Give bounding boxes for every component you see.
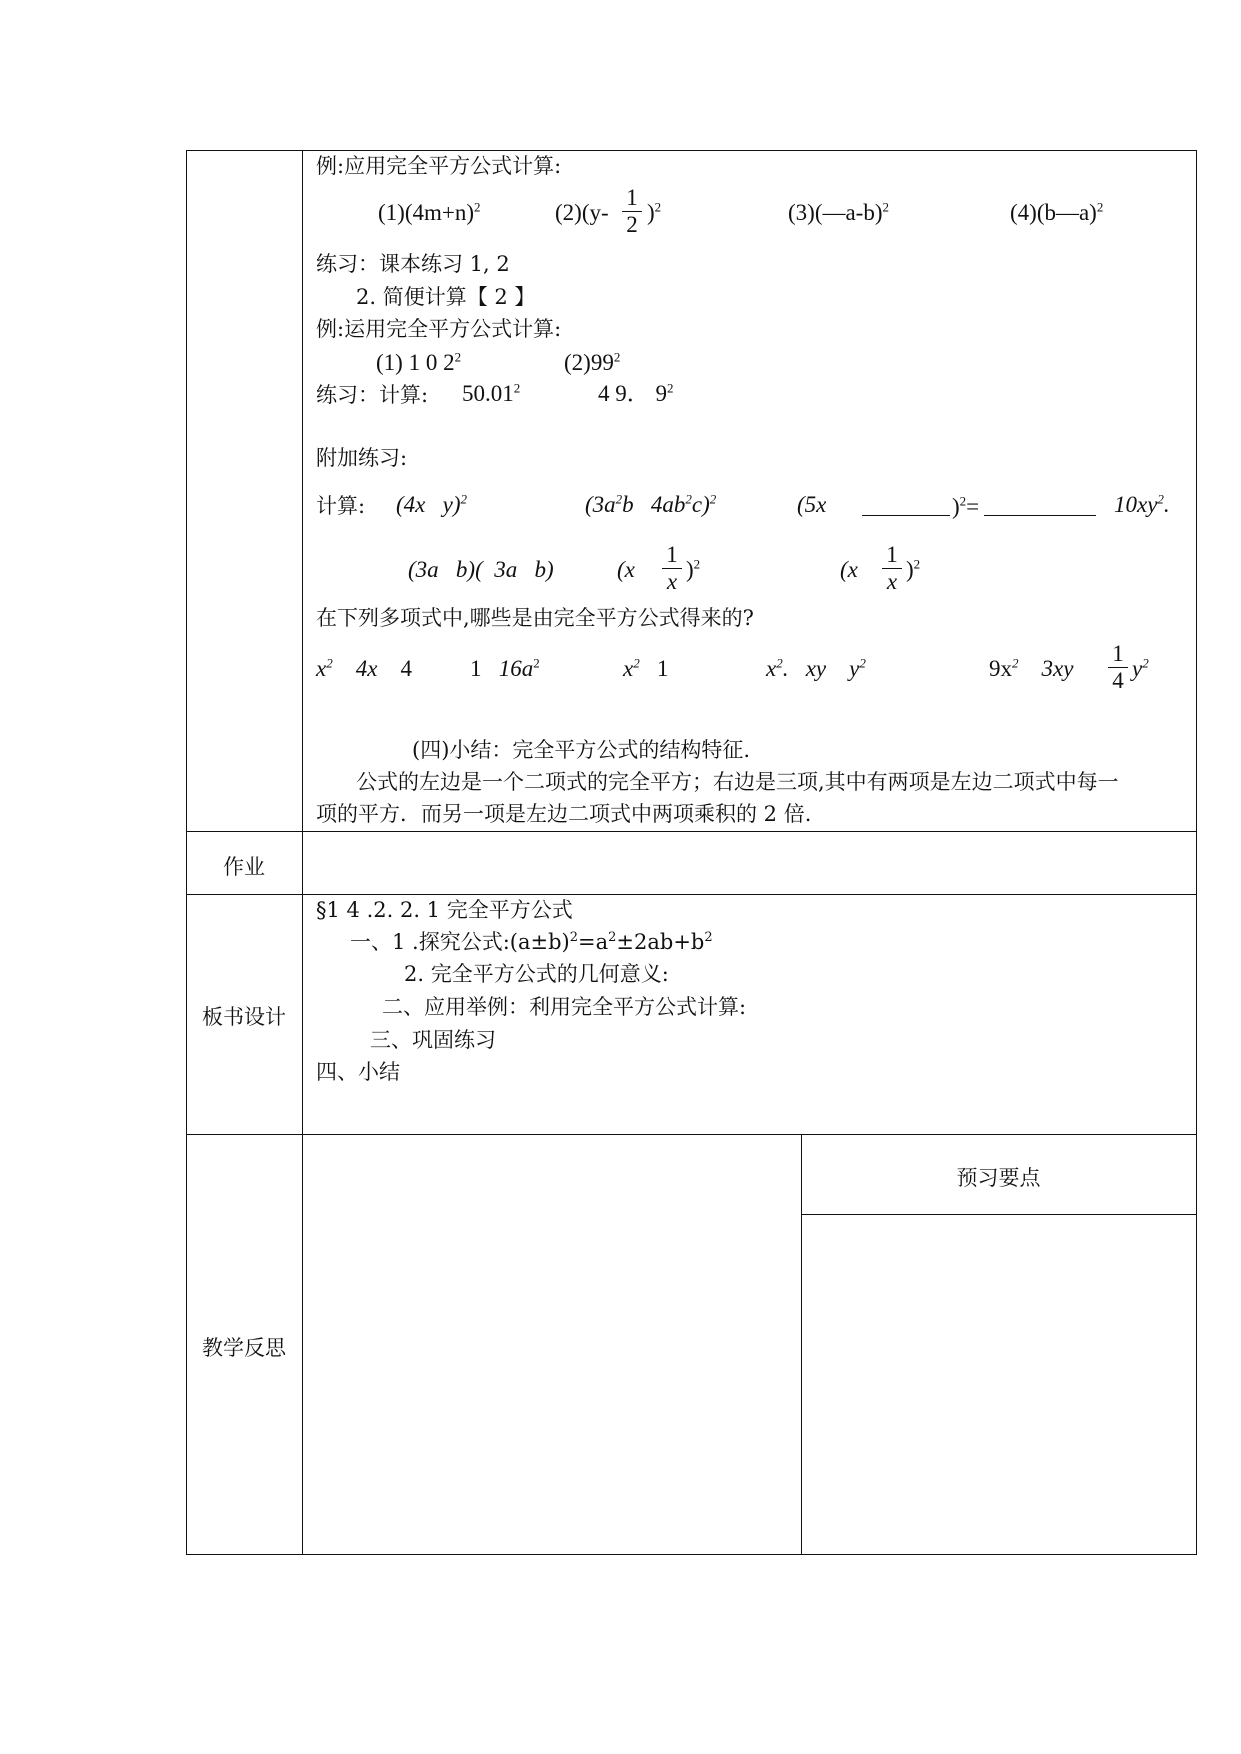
fraction-one-half — [622, 186, 642, 237]
example1-item-1-text: (1)(4m+n) — [378, 200, 474, 225]
poly-2-a: 1 — [470, 656, 482, 681]
practice2-item-1-text: 50.01 — [462, 381, 514, 406]
square-superscript: 2 — [704, 930, 713, 945]
row2-expr-1-c: 3a — [494, 557, 518, 582]
poly-4-a: x — [766, 656, 777, 681]
practice2-item-1 — [462, 381, 520, 407]
calc-expr-3-result — [1114, 492, 1170, 518]
poly-4-dot: . — [782, 656, 789, 681]
board-line-5: 三、巩固练习 — [370, 1028, 496, 1052]
poly-5 — [989, 656, 1073, 682]
example1-item-2 — [555, 200, 609, 226]
example2-title: 例:运用完全平方公式计算: — [316, 317, 562, 341]
poly-3 — [623, 656, 668, 682]
square-superscript: 2 — [460, 491, 467, 507]
calc-expr-2-a: (3a — [585, 492, 616, 517]
board-line-2 — [350, 930, 713, 954]
calc-expr-1 — [396, 492, 467, 518]
example2-item-1 — [376, 350, 461, 376]
poly-1-a: x — [316, 656, 327, 681]
fraction-numerator: 1 — [626, 185, 638, 210]
poly-5-a: 9x — [989, 656, 1012, 681]
table-border-top — [186, 150, 1197, 151]
example1-item-3 — [788, 200, 889, 226]
square-superscript: 2 — [959, 493, 967, 509]
poly-3-b: 1 — [656, 656, 669, 681]
poly-1 — [316, 656, 412, 682]
square-superscript: 2 — [882, 199, 890, 215]
homework-label: 作业 — [223, 855, 265, 879]
paren-close: ) — [647, 200, 655, 225]
subsection2-title: 2. 简便计算【 2 】 — [356, 285, 536, 309]
row2-expr-1-d: b) — [534, 557, 554, 582]
equals-sign: = — [966, 494, 980, 519]
square-superscript: 2 — [654, 199, 662, 215]
fraction-denominator: 4 — [1112, 668, 1124, 693]
preview-divider — [801, 1214, 1197, 1215]
fraction-numerator: 1 — [1112, 641, 1124, 666]
board-line-3: 2. 完全平方公式的几何意义: — [404, 962, 669, 986]
example1-item-2-close — [647, 200, 661, 226]
row2-expr-2-open — [617, 557, 635, 583]
poly-5-b: 3xy — [1041, 656, 1074, 681]
fraction-denominator: x — [666, 569, 678, 594]
square-superscript: 2 — [615, 491, 623, 507]
preview-points-content-cell[interactable] — [803, 1216, 1195, 1553]
example1-item-4 — [1010, 200, 1103, 226]
square-superscript: 2 — [913, 556, 921, 572]
calc-expr-3-open — [797, 492, 826, 518]
fraction-denominator: x — [886, 569, 898, 594]
row2-expr-3-open — [840, 557, 858, 583]
example1-item-1 — [378, 200, 481, 226]
row2-expr-2-b: ) — [686, 557, 694, 582]
row2-expr-1 — [408, 557, 554, 583]
square-superscript: 2 — [569, 930, 579, 945]
square-superscript: 2 — [608, 930, 617, 945]
poly-5-c: y — [1132, 656, 1143, 681]
fill-blank-1[interactable] — [862, 515, 950, 516]
fraction-numerator: 1 — [666, 542, 678, 567]
poly-3-a: x — [623, 656, 634, 681]
teaching-reflection-label: 教学反思 — [202, 1336, 286, 1360]
square-superscript: 2 — [474, 199, 481, 215]
practice2-item-2 — [598, 381, 674, 407]
row2-expr-3-b: ) — [906, 557, 914, 582]
board-design-label: 板书设计 — [202, 1005, 286, 1029]
calc-label: 计算: — [316, 494, 366, 518]
poly-2-b: 16a — [498, 656, 534, 681]
calc-expr-3-a: (5x — [797, 492, 827, 517]
calc-expr-3-c: 10xy — [1114, 492, 1158, 517]
practice2-label: 练习：计算: — [316, 383, 429, 407]
row-divider-homework-top — [186, 831, 1197, 832]
square-superscript: 2 — [513, 380, 521, 396]
table-border-bottom — [186, 1554, 1197, 1555]
square-superscript: 2 — [1096, 199, 1104, 215]
square-superscript: 2 — [1142, 655, 1149, 671]
homework-content-cell[interactable] — [304, 833, 1195, 893]
fill-blank-2[interactable] — [984, 515, 1096, 516]
square-superscript: 2 — [454, 349, 462, 365]
calc-expr-2-d: c) — [691, 492, 710, 517]
calc-expr-3-close — [952, 494, 979, 520]
board-line-2-c: ±2ab+b — [616, 930, 705, 954]
board-line-2-a: 一、1 .探究公式:(a±b) — [350, 930, 570, 954]
practice2-item-2-text: 4 9． 9 — [598, 381, 667, 406]
poly-4 — [766, 656, 866, 682]
reflection-content-cell[interactable] — [304, 1136, 800, 1553]
fraction-one-over-x — [662, 543, 682, 594]
square-superscript: 2 — [685, 491, 692, 507]
summary-paragraph-line-2: 项的平方．而另一项是左边二项式中两项乘积的 2 倍. — [316, 802, 812, 826]
practice1-line: 练习：课本练习 1, 2 — [316, 252, 510, 276]
example2-item-2 — [564, 350, 620, 376]
board-line-4: 二、应用举例：利用完全平方公式计算: — [382, 995, 747, 1019]
row2-expr-3-close — [906, 557, 920, 583]
calc-expr-2 — [585, 492, 716, 518]
square-superscript: 2 — [326, 655, 333, 671]
example1-item-3-text: (3)(—a-b) — [788, 200, 883, 225]
row2-expr-1-b: b)( — [455, 557, 483, 582]
square-superscript: 2 — [613, 349, 621, 365]
poly-1-b: 4x — [355, 656, 378, 681]
poly-4-b: xy — [805, 656, 827, 681]
calc-expr-2-b: b — [622, 492, 634, 517]
row2-expr-2-a: (x — [617, 557, 635, 582]
square-superscript: 2 — [859, 655, 866, 671]
board-line-1: §1 4 .2. 2. 1 完全平方公式 — [316, 898, 573, 922]
square-superscript: 2 — [667, 380, 674, 396]
calc-expr-2-c: 4ab — [650, 492, 686, 517]
example1-item-4-text: (4)(b—a) — [1010, 200, 1097, 225]
poly-1-c: 4 — [400, 656, 412, 681]
square-superscript: 2 — [776, 655, 783, 671]
square-superscript: 2 — [709, 491, 717, 507]
period: . — [1163, 492, 1170, 517]
fraction-denominator: 2 — [626, 212, 638, 237]
row2-expr-3-a: (x — [840, 557, 858, 582]
summary-title: (四)小结：完全平方公式的结构特征. — [412, 738, 751, 762]
poly-2 — [470, 656, 540, 682]
label-column-divider — [302, 150, 303, 1555]
row2-expr-2-close — [686, 557, 700, 583]
summary-paragraph-line-1: 公式的左边是一个二项式的完全平方；右边是三项,其中有两项是左边二项式中每一 — [356, 770, 1119, 794]
question-line: 在下列多项式中,哪些是由完全平方公式得来的? — [316, 606, 754, 630]
row-divider-board-top — [186, 894, 1197, 895]
example1-title: 例:应用完全平方公式计算: — [316, 154, 562, 178]
square-superscript: 2 — [1012, 655, 1019, 671]
poly-4-c: y — [849, 656, 860, 681]
calc-expr-3-b: ) — [952, 494, 960, 519]
square-superscript: 2 — [533, 655, 540, 671]
calc-expr-1-a: (4x — [396, 492, 426, 517]
row-divider-reflection-top — [186, 1134, 1197, 1135]
preview-points-header: 预习要点 — [956, 1166, 1041, 1190]
extra-practice-title: 附加练习: — [316, 446, 408, 470]
poly-5-tail — [1132, 656, 1149, 682]
table-border-right — [1196, 150, 1197, 1555]
fraction-one-over-x — [882, 543, 902, 594]
board-line-2-b: =a — [578, 930, 609, 954]
example1-item-2-text: (2)(y- — [555, 200, 609, 225]
example2-item-2-text: (2)99 — [564, 350, 614, 375]
square-superscript: 2 — [1157, 491, 1164, 507]
fraction-numerator: 1 — [886, 542, 898, 567]
preview-column-divider — [801, 1134, 802, 1555]
row2-expr-1-a: (3a — [408, 557, 439, 582]
square-superscript: 2 — [633, 655, 640, 671]
square-superscript: 2 — [693, 556, 701, 572]
example2-item-1-text: (1) 1 0 2 — [376, 350, 455, 375]
fraction-one-quarter — [1108, 642, 1128, 693]
calc-expr-1-b: y) — [442, 492, 461, 517]
board-line-6: 四、小结 — [316, 1060, 400, 1084]
